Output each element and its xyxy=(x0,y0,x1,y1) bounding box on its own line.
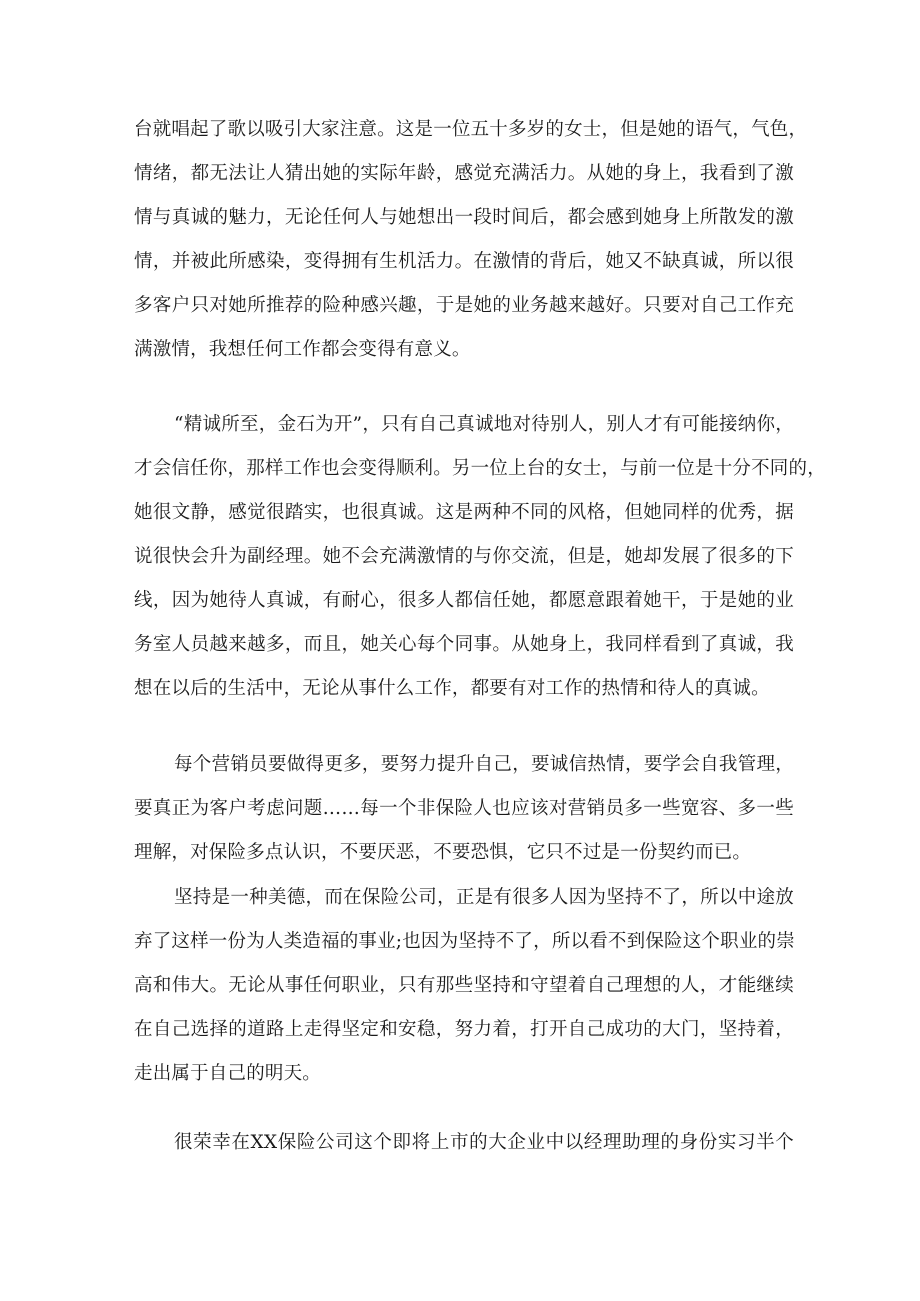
paragraph-line: 情与真诚的魅力，无论任何人与她想出一段时间后，都会感到她身上所散发的激 xyxy=(134,207,794,228)
paragraph-2 xyxy=(134,410,826,704)
paragraph-line: 务室人员越来越多，而且，她关心每个同事。从她身上，我同样看到了真诚，我 xyxy=(134,634,794,655)
paragraph-line: 很荣幸在XX保险公司这个即将上市的大企业中以经理助理的身份实习半个 xyxy=(174,1132,794,1153)
paragraph-line: 理解，对保险多点认识，不要厌恶，不要恐惧，它只不过是一份契约而已。 xyxy=(134,842,752,863)
paragraph-line: 她很文静，感觉很踏实，也很真诚。这是两种不同的风格，但她同样的优秀，据 xyxy=(134,502,794,523)
paragraph-line: 要真正为客户考虑问题……每一个非保险人也应该对营销员多一些宽容、多一些 xyxy=(134,798,794,819)
paragraph-line: 在自己选择的道路上走得坚定和安稳，努力着，打开自己成功的大门，坚持着， xyxy=(134,1019,794,1040)
paragraph-line: 台就唱起了歌以吸引大家注意。这是一位五十多岁的女士，但是她的语气，气色， xyxy=(134,119,808,140)
paragraph-line: 每个营销员要做得更多，要努力提升自己，要诚信热情，要学会自我管理， xyxy=(174,754,794,775)
paragraph-line: 走出属于自己的明天。 xyxy=(134,1063,322,1084)
paragraph-line: 情，并被此所感染，变得拥有生机活力。在激情的背后，她又不缺真诚，所以很 xyxy=(134,251,794,272)
paragraph-line: 说很快会升为副经理。她不会充满激情的与你交流，但是，她却发展了很多的下 xyxy=(134,546,794,567)
paragraph-1 xyxy=(134,115,808,365)
paragraph-line: 想在以后的生活中，无论从事什么工作，都要有对工作的热情和待人的真诚。 xyxy=(134,678,770,699)
paragraph-line: 情绪，都无法让人猜出她的实际年龄，感觉充满活力。从她的身上，我看到了激 xyxy=(134,163,794,184)
paragraph-line: 弃了这样一份为人类造福的事业;也因为坚持不了，所以看不到保险这个职业的崇 xyxy=(134,931,795,952)
paragraph-line: 坚持是一种美德，而在保险公司，正是有很多人因为坚持不了，所以中途放 xyxy=(174,887,794,908)
paragraph-line: 多客户只对她所推荐的险种感兴趣，于是她的业务越来越好。只要对自己工作充 xyxy=(134,295,794,316)
paragraph-line: 高和伟大。无论从事任何职业，只有那些坚持和守望着自己理想的人，才能继续 xyxy=(134,975,794,996)
paragraph-line: 才会信任你，那样工作也会变得顺利。另一位上台的女士，与前一位是十分不同的， xyxy=(134,458,826,479)
paragraph-line: 满激情，我想任何工作都会变得有意义。 xyxy=(134,339,471,360)
paragraph-3 xyxy=(134,750,794,868)
paragraph-4 xyxy=(134,883,794,1089)
paragraph-5 xyxy=(134,1128,794,1158)
paragraph-line: “精诚所至，金石为开”，只有自己真诚地对待别人，别人才有可能接纳你， xyxy=(174,414,794,435)
paragraph-line: 线，因为她待人真诚，有耐心，很多人都信任她，都愿意跟着她干，于是她的业 xyxy=(134,590,794,611)
